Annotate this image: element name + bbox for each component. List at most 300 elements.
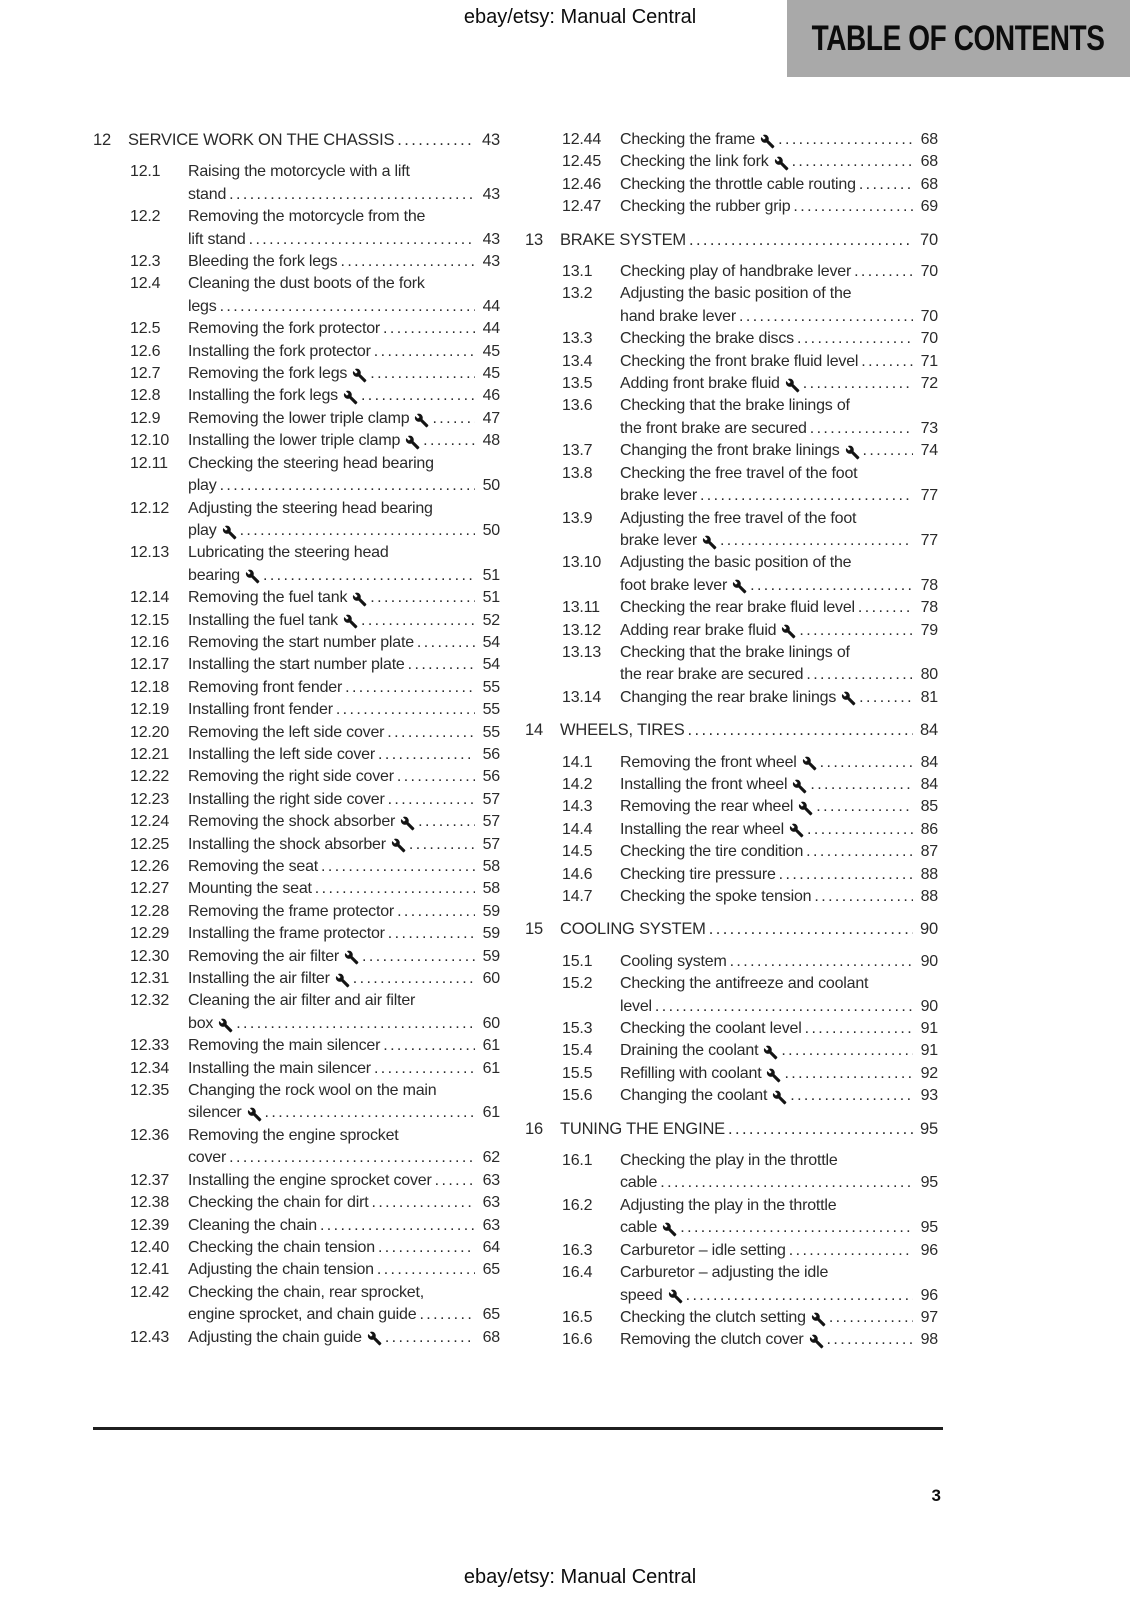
- toc-entry-row: [93, 923, 500, 945]
- entry-title-line: silencer: [188, 1104, 242, 1122]
- wrench-icon: [732, 579, 747, 594]
- entry-number: 13.8: [562, 464, 593, 482]
- toc-entry-row: [93, 542, 500, 587]
- entry-page-ref: 74: [920, 442, 938, 460]
- entry-title-line: Refilling with coolant: [620, 1064, 762, 1082]
- toc-entry-row: [525, 774, 938, 796]
- dot-leader: [827, 1329, 913, 1351]
- toc-entry-row: [525, 151, 938, 173]
- dot-leader: [806, 841, 913, 863]
- toc-entry-row: [525, 841, 938, 863]
- toc-entry-row: [525, 951, 938, 973]
- entry-page-ref: 58: [482, 880, 500, 898]
- entry-title-line: Changing the rock wool on the main: [188, 1082, 437, 1100]
- dot-leader: [805, 1018, 913, 1040]
- dot-leader: [803, 373, 913, 395]
- page-header-text: ebay/etsy: Manual Central: [463, 6, 697, 28]
- entry-title-line: Installing the start number plate: [188, 656, 405, 674]
- toc-entry-row: [93, 341, 500, 363]
- section-number: 15: [525, 920, 543, 939]
- entry-number: 14.6: [562, 865, 593, 883]
- entry-page-ref: 90: [920, 997, 938, 1015]
- dot-leader: [383, 1035, 475, 1057]
- entry-page-ref: 43: [482, 230, 500, 248]
- entry-page-ref: 63: [482, 1171, 500, 1189]
- page-number: 3: [931, 1486, 941, 1505]
- toc-entry-row: [93, 654, 500, 676]
- dot-leader: [816, 796, 913, 818]
- entry-title-line: Adjusting the chain guide: [188, 1328, 362, 1346]
- dot-leader: [229, 1147, 475, 1169]
- entry-title-line: Adding front brake fluid: [620, 375, 780, 393]
- entry-title-line: Adjusting the basic position of the: [620, 554, 852, 572]
- entry-page-ref: 61: [482, 1059, 500, 1077]
- section-title: BRAKE SYSTEM: [560, 230, 686, 249]
- entry-number: 14.1: [562, 753, 593, 771]
- wrench-icon: [781, 624, 796, 639]
- entry-page-ref: 77: [920, 531, 938, 549]
- entry-title-line: Cooling system: [620, 952, 727, 970]
- wrench-icon: [785, 378, 800, 393]
- entry-number: 14.2: [562, 775, 593, 793]
- toc-entry-row: [93, 1327, 500, 1349]
- toc-entry-row: [525, 1085, 938, 1107]
- entry-title-line: level: [620, 997, 652, 1015]
- dot-leader: [220, 475, 475, 497]
- entry-page-ref: 50: [482, 477, 500, 495]
- section-number: 13: [525, 230, 543, 249]
- entry-page-ref: 43: [482, 253, 500, 271]
- toc-entry-row: [93, 363, 500, 385]
- toc-entry-row: [525, 174, 938, 196]
- dot-leader: [265, 1102, 475, 1124]
- section-page-ref: 70: [920, 230, 938, 249]
- entry-number: 13.6: [562, 397, 593, 415]
- entry-title-line: Carburetor – idle setting: [620, 1241, 786, 1259]
- toc-entry-row: [93, 1170, 500, 1192]
- toc-entry-row: [525, 395, 938, 440]
- section-page-ref: 95: [920, 1119, 938, 1138]
- toc-entry-row: [93, 946, 500, 968]
- entry-title-line: lift stand: [188, 230, 246, 248]
- entry-page-ref: 97: [920, 1308, 938, 1326]
- entry-number: 12.43: [130, 1328, 170, 1346]
- toc-entry-row: [525, 351, 938, 373]
- entry-title-line: Checking that the brake linings of: [620, 397, 850, 415]
- entry-page-ref: 95: [920, 1174, 938, 1192]
- toc-banner: [787, 0, 1130, 77]
- entry-number: 12.19: [130, 701, 170, 719]
- dot-leader: [781, 1040, 913, 1062]
- entry-title-line: Changing the front brake linings: [620, 442, 840, 460]
- toc-section-row: [525, 918, 938, 940]
- entry-page-ref: 65: [482, 1261, 500, 1279]
- toc-entry-row: [525, 819, 938, 841]
- entry-page-ref: 63: [482, 1216, 500, 1234]
- toc-entry-row: [525, 440, 938, 462]
- dot-leader: [854, 261, 913, 283]
- entry-title-line: Bleeding the fork legs: [188, 253, 338, 271]
- toc-section-row: [525, 229, 938, 251]
- entry-number: 12.18: [130, 678, 170, 696]
- entry-page-ref: 45: [482, 365, 500, 383]
- toc-entry-row: [93, 677, 500, 699]
- entry-number: 12.3: [130, 253, 161, 271]
- entry-number: 16.4: [562, 1264, 593, 1282]
- dot-leader: [229, 184, 475, 206]
- toc-entry-row: [525, 261, 938, 283]
- entry-page-ref: 79: [920, 621, 938, 639]
- dot-leader: [799, 620, 913, 642]
- entry-number: 12.46: [562, 175, 602, 193]
- entry-page-ref: 70: [920, 307, 938, 325]
- dot-leader: [336, 699, 475, 721]
- entry-page-ref: 86: [920, 820, 938, 838]
- dot-leader: [315, 878, 475, 900]
- entry-page-ref: 90: [920, 952, 938, 970]
- entry-number: 12.31: [130, 970, 170, 988]
- entry-title-line: Adding rear brake fluid: [620, 621, 777, 639]
- entry-number: 13.14: [562, 688, 602, 706]
- dot-leader: [689, 229, 913, 251]
- wrench-icon: [774, 156, 789, 171]
- wrench-icon: [400, 816, 415, 831]
- dot-leader: [806, 664, 913, 686]
- wrench-icon: [343, 390, 358, 405]
- section-page-ref: 43: [482, 131, 500, 149]
- toc-entry-row: [525, 1040, 938, 1062]
- toc-entry-row: [93, 1192, 500, 1214]
- entry-title-line: Removing the clutch cover: [620, 1331, 804, 1349]
- toc-entry-row: [93, 1035, 500, 1057]
- toc-section-row: [93, 129, 500, 151]
- wrench-icon: [760, 134, 775, 149]
- dot-leader: [388, 789, 475, 811]
- entry-title-line: Checking the clutch setting: [620, 1308, 806, 1326]
- entry-number: 12.11: [130, 454, 168, 472]
- toc-section-row: [525, 719, 938, 741]
- entry-number: 12.9: [130, 409, 161, 427]
- dot-leader: [688, 719, 913, 741]
- dot-leader: [418, 811, 475, 833]
- dot-leader: [417, 632, 475, 654]
- entry-page-ref: 54: [482, 656, 500, 674]
- entry-page-ref: 68: [920, 131, 938, 148]
- entry-title-line: Removing the fuel tank: [188, 589, 348, 607]
- entry-title-line: Removing the rear wheel: [620, 798, 794, 816]
- wrench-icon: [841, 691, 856, 706]
- wrench-icon: [798, 801, 813, 816]
- wrench-icon: [352, 368, 367, 383]
- dot-leader: [779, 864, 913, 886]
- entry-title-line: hand brake lever: [620, 307, 736, 325]
- dot-leader: [362, 946, 475, 968]
- entry-title-line: Removing the shock absorber: [188, 813, 396, 831]
- entry-title-line: Installing the front wheel: [620, 775, 788, 793]
- toc-entry-row: [525, 687, 938, 709]
- entry-title-line: Checking the chain, rear sprocket,: [188, 1283, 424, 1301]
- entry-page-ref: 68: [920, 153, 938, 171]
- dot-leader: [249, 229, 475, 251]
- toc-column-left: [93, 129, 500, 1349]
- toc-entry-row: [525, 1063, 938, 1085]
- toc-entry-row: [93, 587, 500, 609]
- wrench-icon: [367, 1331, 382, 1346]
- dot-leader: [388, 923, 475, 945]
- entry-title-line: Checking the free travel of the foot: [620, 464, 858, 482]
- entry-number: 16.6: [562, 1331, 593, 1349]
- toc-entry-row: [525, 283, 938, 328]
- dot-leader: [739, 306, 913, 328]
- toc-entry-row: [525, 1018, 938, 1040]
- entry-title-line: Adjusting the play in the throttle: [620, 1196, 837, 1214]
- entry-number: 12.10: [130, 432, 170, 450]
- dot-leader: [340, 251, 475, 273]
- toc-entry-row: [525, 1240, 938, 1262]
- entry-page-ref: 57: [482, 835, 500, 853]
- entry-title-line: legs: [188, 297, 217, 315]
- entry-title-line: Checking that the brake linings of: [620, 643, 850, 661]
- toc-entry-row: [93, 990, 500, 1035]
- entry-number: 12.38: [130, 1194, 170, 1212]
- entry-number: 12.37: [130, 1171, 170, 1189]
- entry-number: 12.24: [130, 813, 170, 831]
- toc-entry-row: [93, 498, 500, 543]
- entry-title-line: Draining the coolant: [620, 1042, 759, 1060]
- entry-title-line: Installing the engine sprocket cover: [188, 1171, 432, 1189]
- section-title: SERVICE WORK ON THE CHASSIS: [128, 131, 395, 149]
- entry-page-ref: 92: [920, 1064, 938, 1082]
- toc-entry-row: [525, 796, 938, 818]
- wrench-icon: [218, 1018, 233, 1033]
- wrench-icon: [702, 535, 717, 550]
- entry-page-ref: 70: [920, 263, 938, 281]
- entry-page-ref: 68: [920, 175, 938, 193]
- entry-number: 12.6: [130, 342, 161, 360]
- dot-leader: [797, 328, 913, 350]
- toc-entry-row: [525, 129, 938, 151]
- toc-entry-row: [525, 1150, 938, 1195]
- entry-page-ref: 80: [920, 666, 938, 684]
- entry-title-line: Lubricating the steering head: [188, 544, 389, 562]
- entry-title-line: Installing the rear wheel: [620, 820, 784, 838]
- entry-page-ref: 81: [920, 688, 938, 706]
- entry-title-line: Removing the engine sprocket: [188, 1126, 399, 1144]
- dot-leader: [814, 886, 913, 908]
- entry-page-ref: 88: [920, 888, 938, 905]
- entry-title-line: Removing the fork legs: [188, 365, 348, 383]
- entry-number: 12.4: [130, 275, 161, 293]
- toc-entry-row: [93, 408, 500, 430]
- wrench-icon: [763, 1045, 778, 1060]
- entry-number: 12.13: [130, 544, 170, 562]
- entry-title-line: the rear brake are secured: [620, 666, 804, 684]
- dot-leader: [432, 408, 475, 430]
- section-page-ref: 90: [920, 920, 938, 939]
- entry-title-line: Carburetor – adjusting the idle: [620, 1264, 829, 1282]
- entry-number: 12.2: [130, 208, 161, 226]
- entry-page-ref: 71: [920, 352, 938, 370]
- toc-entry-row: [93, 789, 500, 811]
- wrench-icon: [792, 779, 807, 794]
- entry-title-line: Checking play of handbrake lever: [620, 263, 852, 281]
- entry-title-line: Checking the front brake fluid level: [620, 352, 859, 370]
- dot-leader: [700, 485, 913, 507]
- entry-title-line: Checking the chain for dirt: [188, 1194, 369, 1212]
- wrench-icon: [662, 1222, 677, 1237]
- entry-number: 12.15: [130, 611, 170, 629]
- wrench-icon: [789, 823, 804, 838]
- entry-title-line: Adjusting the basic position of the: [620, 285, 852, 303]
- entry-number: 13.11: [562, 599, 600, 617]
- entry-page-ref: 91: [920, 1042, 938, 1060]
- entry-number: 13.5: [562, 375, 593, 393]
- entry-page-ref: 59: [482, 925, 500, 943]
- dot-leader: [220, 296, 475, 318]
- entry-page-ref: 52: [482, 611, 500, 629]
- toc-entry-row: [525, 642, 938, 687]
- entry-page-ref: 56: [482, 768, 500, 786]
- dot-leader: [820, 752, 913, 774]
- entry-page-ref: 95: [920, 1219, 938, 1237]
- dot-leader: [792, 151, 913, 173]
- entry-number: 12.1: [130, 163, 161, 181]
- entry-title-line: Removing the motorcycle from the: [188, 208, 426, 226]
- entry-page-ref: 77: [920, 487, 938, 505]
- entry-title-line: Removing the start number plate: [188, 633, 414, 651]
- dot-leader: [320, 1215, 475, 1237]
- dot-leader: [361, 610, 475, 632]
- dot-leader: [789, 1240, 913, 1262]
- toc-entry-row: [93, 1282, 500, 1327]
- entry-number: 12.35: [130, 1082, 170, 1100]
- entry-title-line: foot brake lever: [620, 576, 728, 594]
- wrench-icon: [405, 435, 420, 450]
- dot-leader: [397, 766, 475, 788]
- entry-page-ref: 64: [482, 1238, 500, 1256]
- dot-leader: [387, 722, 475, 744]
- entry-page-ref: 73: [920, 419, 938, 437]
- entry-title-line: Removing the fork protector: [188, 320, 381, 338]
- entry-title-line: Installing the fork protector: [188, 342, 371, 360]
- toc-entry-row: [93, 1237, 500, 1259]
- dot-leader: [859, 174, 913, 196]
- dot-leader: [408, 654, 475, 676]
- entry-number: 13.3: [562, 330, 593, 348]
- entry-number: 12.41: [130, 1261, 170, 1279]
- entry-number: 12.23: [130, 790, 170, 808]
- entry-title-line: Installing front fender: [188, 701, 333, 719]
- entry-number: 13.2: [562, 285, 593, 303]
- dot-leader: [385, 1327, 475, 1349]
- dot-leader: [370, 587, 475, 609]
- dot-leader: [709, 918, 913, 940]
- dot-leader: [383, 318, 475, 340]
- entry-number: 12.28: [130, 902, 170, 920]
- entry-page-ref: 50: [482, 521, 500, 539]
- entry-number: 12.14: [130, 589, 170, 607]
- entry-title-line: Checking the spoke tension: [620, 888, 812, 905]
- entry-page-ref: 51: [482, 566, 500, 584]
- entry-page-ref: 47: [482, 409, 500, 427]
- entry-title-line: Removing the main silencer: [188, 1037, 381, 1055]
- entry-page-ref: 57: [482, 790, 500, 808]
- wrench-icon: [414, 413, 429, 428]
- wrench-icon: [845, 445, 860, 460]
- entry-title-line: Checking the throttle cable routing: [620, 175, 856, 193]
- entry-number: 12.39: [130, 1216, 170, 1234]
- dot-leader: [750, 575, 913, 597]
- entry-title-line: Cleaning the dust boots of the fork: [188, 275, 425, 293]
- dot-leader: [263, 565, 475, 587]
- toc-entry-row: [525, 328, 938, 350]
- dot-leader: [236, 1013, 475, 1035]
- entry-page-ref: 55: [482, 701, 500, 719]
- entry-page-ref: 44: [482, 297, 500, 315]
- toc-entry-row: [525, 552, 938, 597]
- entry-page-ref: 68: [482, 1328, 500, 1346]
- entry-number: 12.42: [130, 1283, 170, 1301]
- entry-title-line: cable: [620, 1219, 658, 1237]
- dot-leader: [361, 385, 475, 407]
- entry-title-line: Installing the air filter: [188, 970, 330, 988]
- entry-page-ref: 84: [920, 775, 938, 793]
- entry-title-line: speed: [620, 1286, 663, 1304]
- entry-title-line: stand: [188, 185, 227, 203]
- entry-page-ref: 62: [482, 1149, 500, 1167]
- dot-leader: [784, 1063, 913, 1085]
- entry-title-line: Checking the play in the throttle: [620, 1152, 838, 1170]
- dot-leader: [371, 1192, 475, 1214]
- toc-entry-row: [93, 856, 500, 878]
- entry-page-ref: 61: [482, 1104, 500, 1122]
- entry-number: 12.29: [130, 925, 170, 943]
- entry-title-line: Cleaning the air filter and air filter: [188, 992, 416, 1010]
- entry-title-line: Installing the right side cover: [188, 790, 385, 808]
- entry-page-ref: 60: [482, 1014, 500, 1032]
- entry-title-line: Installing the left side cover: [188, 745, 375, 763]
- entry-page-ref: 72: [920, 375, 938, 393]
- entry-number: 12.32: [130, 992, 170, 1010]
- page-footer-text: ebay/etsy: Manual Central: [463, 1566, 697, 1588]
- entry-number: 13.9: [562, 509, 593, 527]
- section-number: 14: [525, 721, 543, 740]
- toc-entry-row: [93, 385, 500, 407]
- dot-leader: [423, 430, 475, 452]
- toc-entry-row: [93, 206, 500, 251]
- toc-entry-row: [93, 811, 500, 833]
- entry-title-line: brake lever: [620, 487, 697, 505]
- entry-number: 13.7: [562, 442, 593, 460]
- toc-entry-row: [93, 273, 500, 318]
- dot-leader: [720, 530, 913, 552]
- entry-page-ref: 70: [920, 330, 938, 348]
- entry-page-ref: 84: [920, 753, 938, 771]
- wrench-icon: [344, 950, 359, 965]
- wrench-icon: [245, 569, 260, 584]
- toc-entry-row: [93, 699, 500, 721]
- toc-entry-row: [525, 752, 938, 774]
- entry-number: 14.5: [562, 843, 593, 861]
- entry-number: 13.12: [562, 621, 602, 639]
- dot-leader: [397, 129, 475, 151]
- dot-leader: [345, 677, 475, 699]
- entry-number: 14.4: [562, 820, 593, 838]
- dot-leader: [793, 196, 913, 218]
- entry-title-line: cover: [188, 1149, 227, 1167]
- entry-page-ref: 55: [482, 678, 500, 696]
- toc-entry-row: [93, 1259, 500, 1281]
